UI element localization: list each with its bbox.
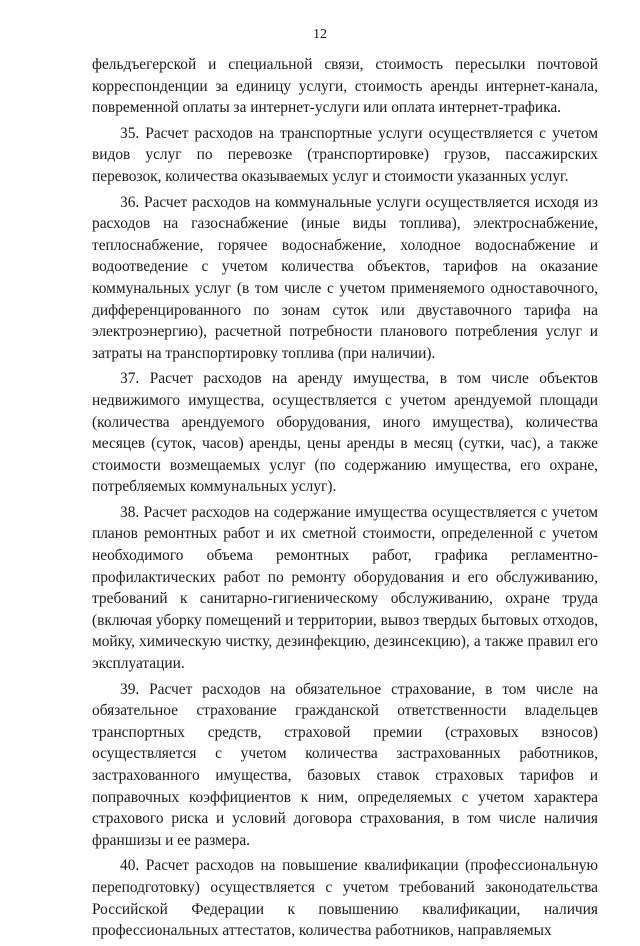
document-body (92, 54, 598, 946)
paragraph-35: 35. Расчет расходов на транспортные услуги осуществляется с учетом видов услуг по перевозке (транспортировке) грузов, пассажирских перевозок, количества оказываемых услуг и стоимости указанных услуг. (92, 124, 598, 185)
paragraph-39: 39. Расчет расходов на обязательное страхование, в том числе на обязательное страхование гражданской ответственности владельцев транспортных средств, страховой премии (страховых взносов) осуществляется с учетом количества застрахованных работников, застрахованного имущества, базовых ставок страховых тарифов и поправочных коэффициентов к ним, определяемых с учетом характера страхового риска и условий договора страхования, в том числе наличия франшизы и ее размера. (92, 680, 598, 849)
paragraph-36: 36. Расчет расходов на коммунальные услуги осуществляется исходя из расходов на газоснабжение (иные виды топлива), электроснабжение, теплоснабжение, горячее водоснабжение, холодное водоснабжение и водоотведение с учетом количества объектов, тарифов на оказание коммунальных услуг (в том числе с учетом применяемого одноставочного, дифференцированного по зонам суток или двуставочного тарифа на электроэнергию), расчетной потребности планового потребления услуг и затраты на транспортировку топлива (при наличии). (92, 193, 598, 362)
paragraph-continuation: фельдъегерской и специальной связи, стоимость пересылки почтовой корреспонденции за единицу услуги, стоимость аренды интернет-канала, повременной оплаты за интернет-услуги или оплата интернет-трафика. (92, 56, 598, 117)
paragraph-37: 37. Расчет расходов на аренду имущества, в том числе объектов недвижимого имущества, осуществляется с учетом арендуемой площади (количества арендуемого оборудования, иного имущества), количества месяцев (суток, часов) аренды, цены аренды в месяц (сутки, час), а также стоимости возмещаемых услуг (по содержанию имущества, его охране, потребляемых коммунальных услуг). (92, 370, 598, 496)
page-number: 12 (313, 27, 327, 42)
paragraph-38: 38. Расчет расходов на содержание имущества осуществляется с учетом планов ремонтных работ и их сметной стоимости, определенной с учетом необходимого объема ремонтных работ, графика регламентно-профилактических работ по ремонту оборудования и его обслуживанию, требований к санитарно-гигиеническому обслуживанию, охране труда (включая уборку помещений и территории, вывоз твердых бытовых отходов, мойку, химическую чистку, дезинфекцию, дезинсекцию), а также правил его эксплуатации. (92, 503, 598, 673)
paragraph-40: 40. Расчет расходов на повышение квалификации (профессиональную переподготовку) осуществляется с учетом требований законодательства Российской Федерации к повышению квалификации, наличия профессиональных аттестатов, количества работников, направляемых (92, 857, 598, 940)
